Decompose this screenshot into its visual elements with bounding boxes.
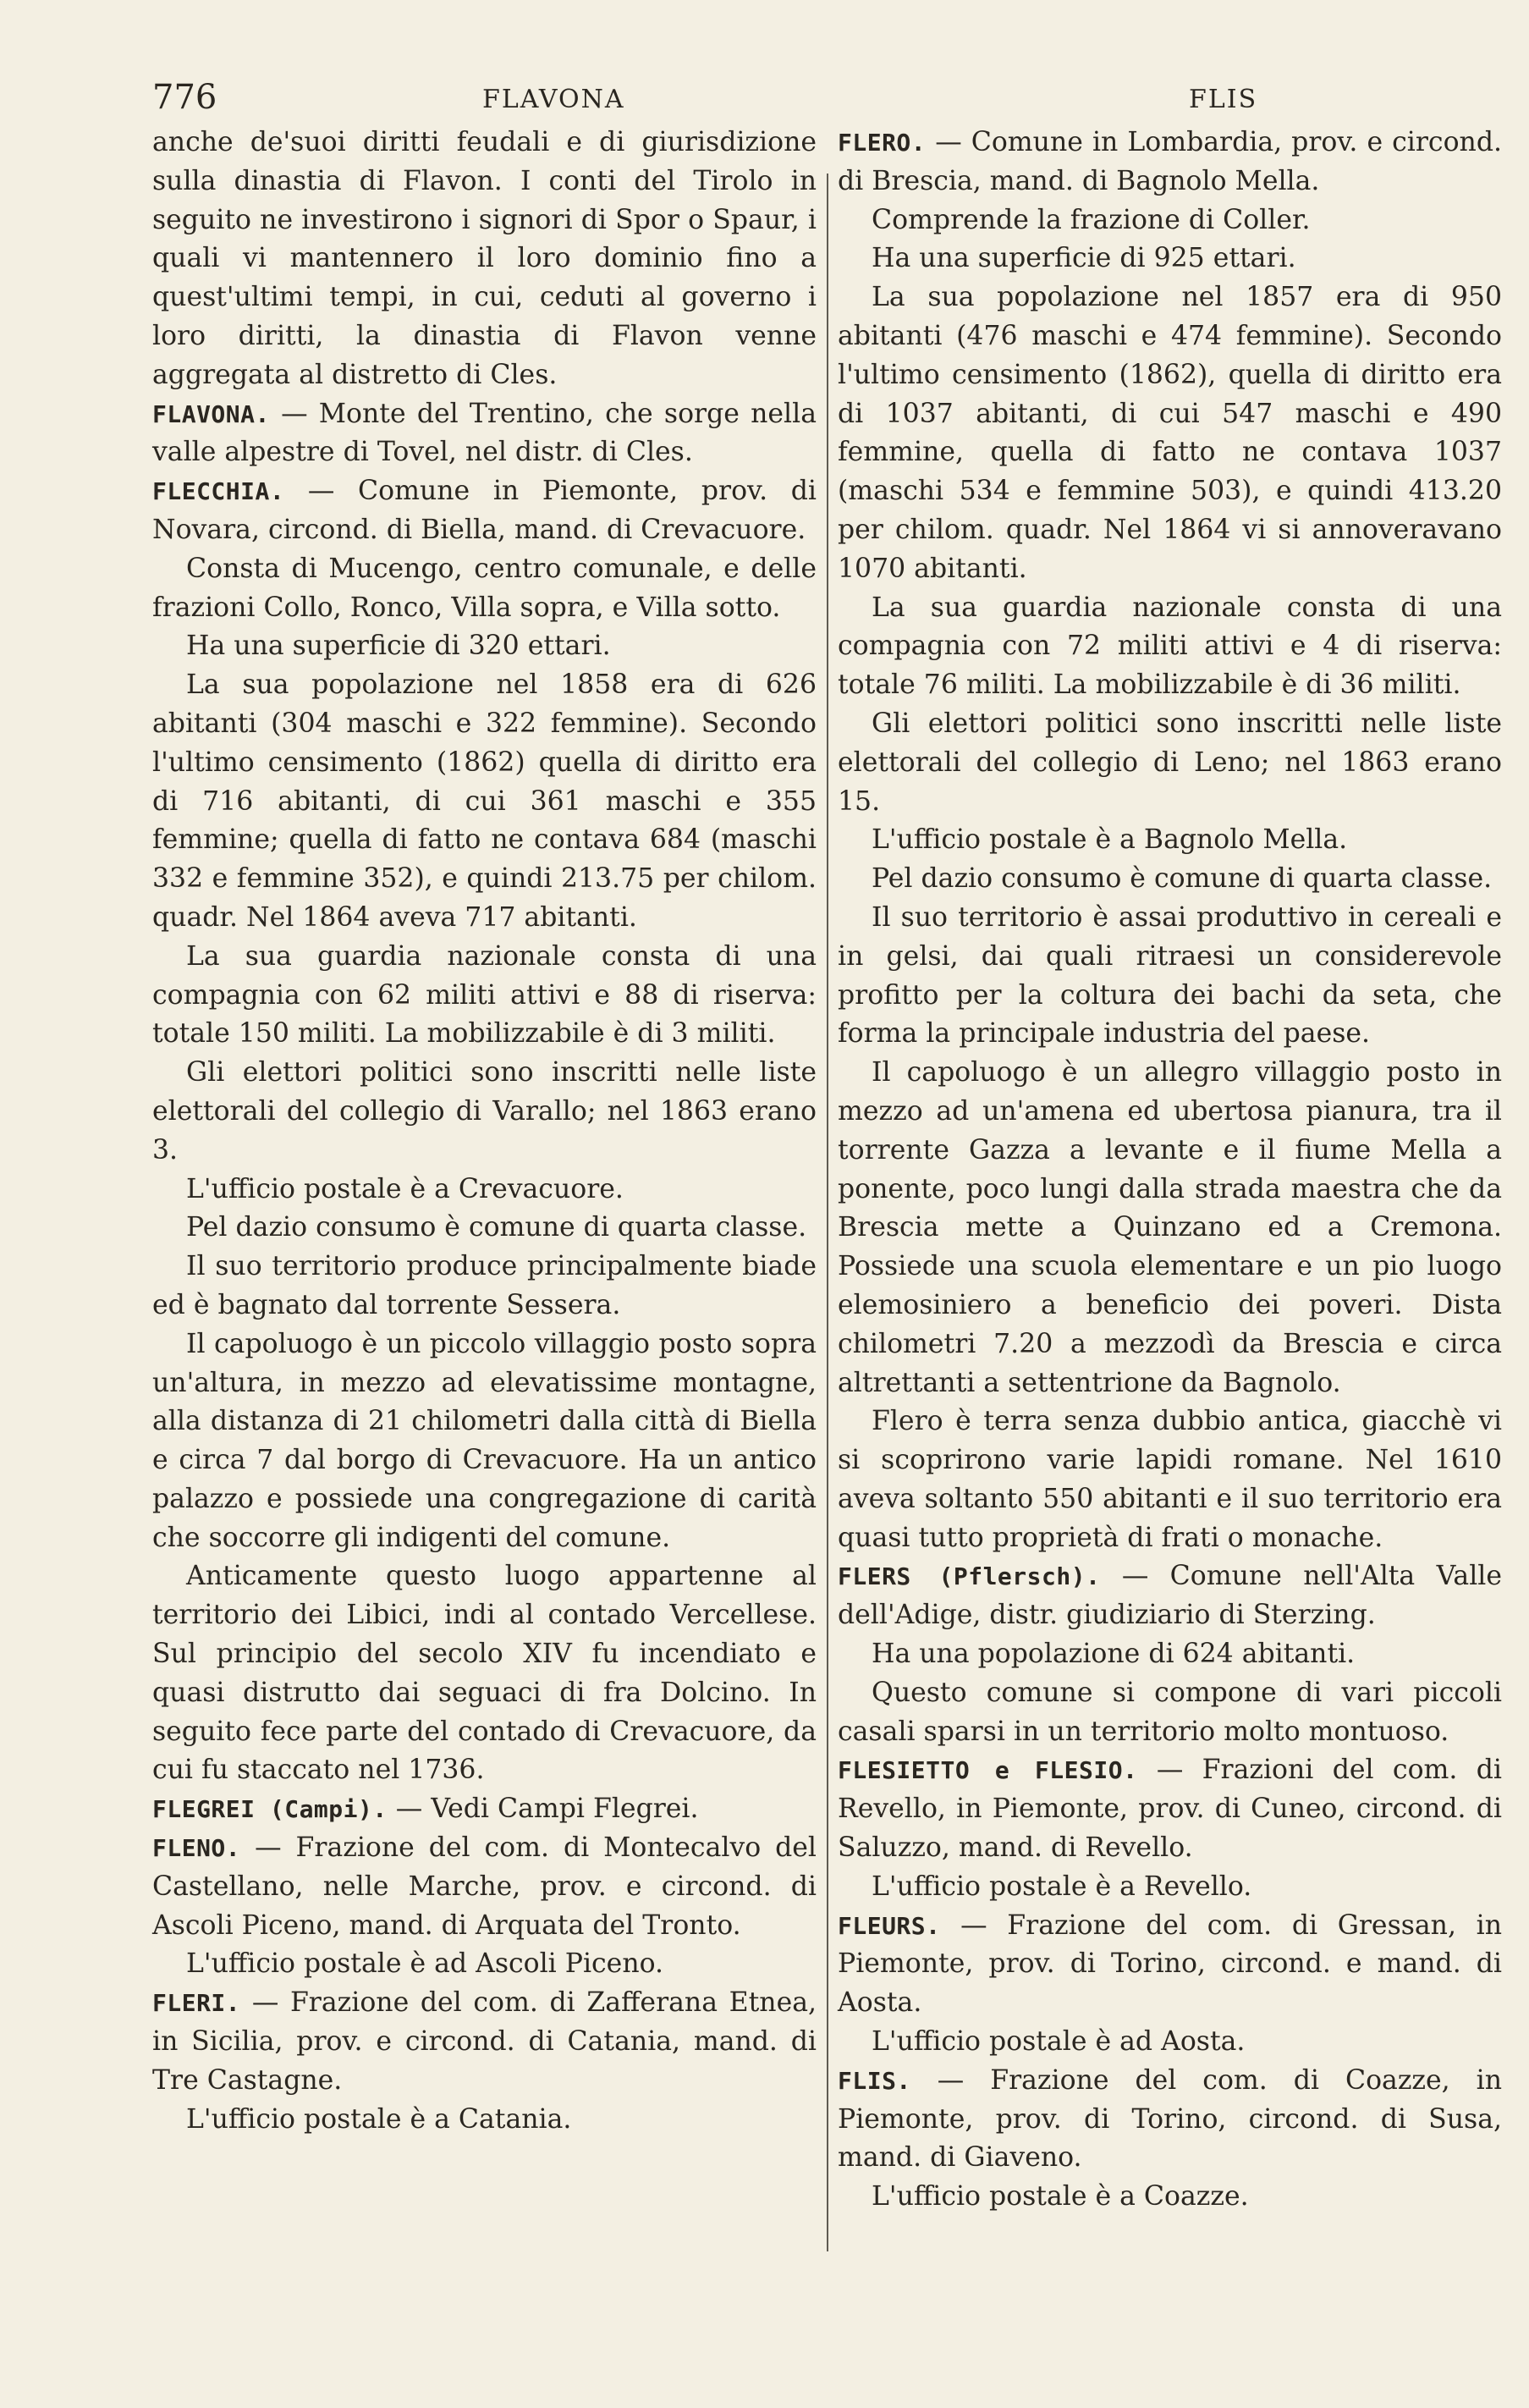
entry-text: — Frazione del com. di Gressan, in Piemonte, prov. di Torino, circond. e mand. di Aosta. xyxy=(838,1909,1502,2019)
paragraph: La sua guardia nazionale consta di una compagnia con 62 militi attivi e 88 di riserva: totale 150 militi. La mobilizzabile è di 3 militi. xyxy=(152,940,817,1050)
column-divider xyxy=(827,174,828,2251)
paragraph: Consta di Mucengo, centro comunale, e delle frazioni Collo, Ronco, Villa sopra, e Villa sotto. xyxy=(152,553,817,623)
entry-text: — Vedi Campi Flegrei. xyxy=(395,1794,699,1825)
paragraph: Questo comune si compone di vari piccoli casali sparsi in un territorio molto montuoso. xyxy=(838,1677,1502,1747)
paragraph: Anticamente questo luogo appartenne al territorio dei Libici, indi al contado Vercellese. Sul principio del secolo XIV fu incendiato e quasi distrutto dai seguaci di fra Dolcino. In seguito fece parte del contado di Crevacuore, da cui fu staccato nel 1736. xyxy=(152,1561,817,1786)
entry-headword: FLIS. xyxy=(838,2066,911,2095)
entry-flegrei xyxy=(152,1790,817,1829)
entry-fleno xyxy=(152,1829,817,1945)
entry-flavona xyxy=(152,395,817,473)
entry-headword: FLESIETTO e FLESIO. xyxy=(838,1756,1138,1785)
entry-text: — Monte del Trentino, che sorge nella valle alpestre di Tovel, nel distr. di Cles. xyxy=(152,398,817,468)
entry-fleurs xyxy=(838,1907,1502,2023)
paragraph: L'ufficio postale è a Revello. xyxy=(872,1871,1252,1902)
entry-fleri xyxy=(152,1984,817,2100)
right-column xyxy=(838,124,1502,2217)
continuation-paragraph: anche de'suoi diritti feudali e di giurisdizione sulla dinastia di Flavon. I conti del Tirolo in seguito ne investirono i signori di Spor o Spaur, i quali vi mantennero il loro dominio fino a quest'ultimi tempi, in cui, ceduti al governo i loro diritti, la dinastia di Flavon venne aggregata al distretto di Cles. xyxy=(152,127,817,390)
paragraph: Il capoluogo è un piccolo villaggio posto sopra un'altura, in mezzo ad elevatissime montagne, alla distanza di 21 chilometri dalla città di Biella e circa 7 dal borgo di Crevacuore. Ha un antico palazzo e possiede una congregazione di carità che soccorre gli indigenti del comune. xyxy=(152,1328,817,1553)
right-running-heading: FLIS xyxy=(1189,85,1258,114)
paragraph: Pel dazio consumo è comune di quarta classe. xyxy=(872,863,1493,895)
paragraph: L'ufficio postale è a Coazze. xyxy=(872,2181,1249,2212)
paragraph: La sua guardia nazionale consta di una compagnia con 72 militi attivi e 4 di riserva: totale 76 militi. La mobilizzabile è di 36 militi. xyxy=(838,592,1502,701)
page-number: 776 xyxy=(152,78,217,117)
entry-text: — Comune in Piemonte, prov. di Novara, circond. di Biella, mand. di Crevacuore. xyxy=(152,476,817,545)
entry-text: — Frazione del com. di Zafferana Etnea, in Sicilia, prov. e circond. di Catania, mand. di Tre Castagne. xyxy=(152,1987,817,2096)
paragraph: L'ufficio postale è a Catania. xyxy=(186,2103,572,2135)
paragraph: Ha una superficie di 320 ettari. xyxy=(186,631,611,662)
paragraph: Il capoluogo è un allegro villaggio posto in mezzo ad un'amena ed ubertosa pianura, tra il torrente Gazza a levante e il fiume Mella a ponente, poco lungi dalla strada maestra che da Brescia mette a Quinzano ed a Cremona. Possiede una scuola elementare e un pio luogo elemosiniero a beneficio dei poveri. Dista chilometri 7.20 a mezzodì da Brescia e circa altrettanti a settentrione da Bagnolo. xyxy=(838,1057,1502,1398)
paragraph: L'ufficio postale è a Crevacuore. xyxy=(186,1173,624,1204)
entry-text: — Comune in Lombardia, prov. e circond. di Brescia, mand. di Bagnolo Mella. xyxy=(838,127,1502,196)
running-head xyxy=(152,78,1506,129)
paragraph: Gli elettori politici sono inscritti nelle liste elettorali del collegio di Leno; nel 1863 erano 15. xyxy=(838,708,1502,817)
paragraph: L'ufficio postale è a Bagnolo Mella. xyxy=(872,824,1348,856)
entry-text: — Frazione del com. di Montecalvo del Castellano, nelle Marche, prov. e circond. di Ascoli Piceno, mand. di Arquata del Tronto. xyxy=(152,1832,817,1941)
entry-headword: FLECCHIA. xyxy=(152,477,285,506)
entry-text: — Frazioni del com. di Revello, in Piemonte, prov. di Cuneo, circond. di Saluzzo, mand. di Revello. xyxy=(838,1755,1503,1864)
entry-flers xyxy=(838,1557,1502,1635)
paragraph: Il suo territorio produce principalmente biade ed è bagnato dal torrente Sessera. xyxy=(152,1251,817,1320)
paragraph: Comprende la frazione di Coller. xyxy=(872,204,1311,235)
entry-text: — Comune nell'Alta Valle dell'Adige, distr. giudiziario di Sterzing. xyxy=(838,1561,1502,1631)
entry-flesietto xyxy=(838,1751,1502,1867)
paragraph: Ha una superficie di 925 ettari. xyxy=(872,243,1296,274)
entry-headword: FLERO. xyxy=(838,129,927,157)
entry-text: — Frazione del com. di Coazze, in Piemonte, prov. di Torino, circond. di Susa, mand. di Giaveno. xyxy=(838,2064,1502,2174)
paragraph: Flero è terra senza dubbio antica, giacchè vi si scoprirono varie lapidi romane. Nel 1610 aveva soltanto 550 abitanti e il suo territorio era quasi tutto proprietà di frati o monache. xyxy=(838,1406,1502,1553)
entry-flero xyxy=(838,124,1502,201)
entry-headword: FLERS (Pflersch). xyxy=(838,1562,1101,1591)
paragraph: La sua popolazione nel 1857 era di 950 abitanti (476 maschi e 474 femmine). Secondo l'ultimo censimento (1862), quella di diritto era di 1037 abitanti, di cui 547 maschi e 490 femmine, quella di fatto ne contava 1037 (maschi 534 e femmine 503), e quindi 413.20 per chilom. quadr. Nel 1864 vi si annoveravano 1070 abitanti. xyxy=(838,282,1502,584)
left-column xyxy=(152,124,817,2139)
paragraph: Il suo territorio è assai produttivo in cereali e in gelsi, dai quali ritraesi un considerevole profitto per la coltura dei bachi da seta, che forma la principale industria del paese. xyxy=(838,901,1502,1050)
entry-headword: FLENO. xyxy=(152,1834,241,1863)
entry-headword: FLAVONA. xyxy=(152,399,270,428)
entry-headword: FLEGREI (Campi). xyxy=(152,1795,388,1824)
paragraph: Pel dazio consumo è comune di quarta classe. xyxy=(186,1212,807,1243)
entry-flis xyxy=(838,2062,1502,2178)
paragraph: Gli elettori politici sono inscritti nelle liste elettorali del collegio di Varallo; nel 1863 erano 3. xyxy=(152,1057,817,1165)
left-running-heading: FLAVONA xyxy=(482,85,625,114)
entry-flecchia xyxy=(152,472,817,550)
paragraph: Ha una popolazione di 624 abitanti. xyxy=(872,1639,1356,1670)
paragraph: L'ufficio postale è ad Ascoli Piceno. xyxy=(186,1948,664,1980)
paragraph: L'ufficio postale è ad Aosta. xyxy=(872,2026,1246,2058)
entry-headword: FLEURS. xyxy=(838,1911,941,1940)
entry-headword: FLERI. xyxy=(152,1989,241,2018)
paragraph: La sua popolazione nel 1858 era di 626 abitanti (304 maschi e 322 femmine). Secondo l'ultimo censimento (1862) quella di diritto era di 716 abitanti, di cui 361 maschi e 355 femmine; quella di fatto ne contava 684 (maschi 332 e femmine 352), e quindi 213.75 per chilom. quadr. Nel 1864 aveva 717 abitanti. xyxy=(152,670,817,933)
